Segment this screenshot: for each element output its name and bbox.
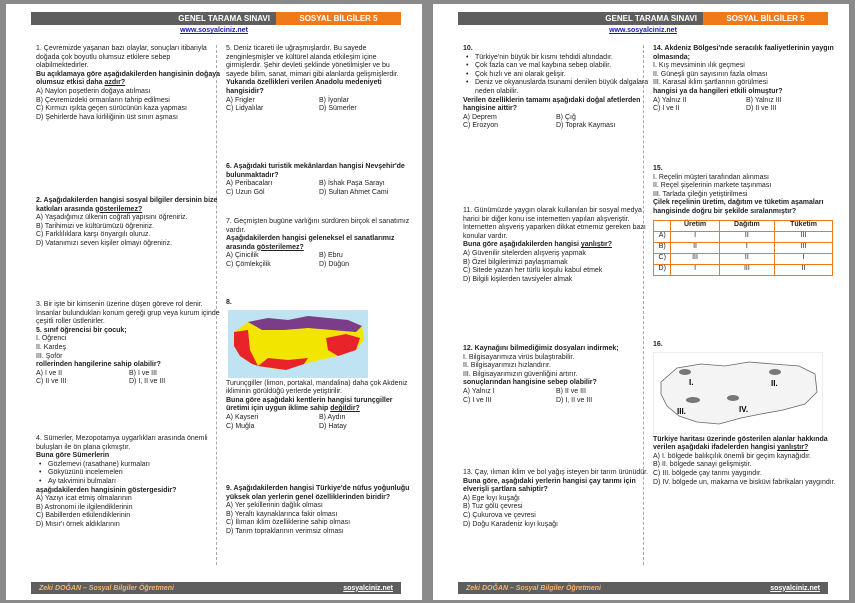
- question-11: 11. Günümüzde yaygın olarak kullanılan bir sosyal medya harici bir diğer konu ise internetten yapılan alışveriştir. İnternetten alışveriş yaparken dikkat etmemiz gereken bazı konular vardır. Buna göre aşağıdakilerden hangisi yanlıştır? A) Güvenilir sitelerden alışveriş yapmak B) Özel bilgilerimizi paylaşmamak C) Sitede yazan her türlü koşulu kabul etmek D) Bilgili kişilerden tavsiyeler almak: [463, 207, 649, 284]
- footer-site-link[interactable]: sosyalciniz.net: [343, 584, 393, 592]
- question-7: 7. Geçmişten bugüne varlığını sürdüren birçok el sanatımız vardır. Aşağıdakilerden hangisi geleneksel el sanatlarımız arasında gösterilemez? A) Çinicilik B) Ebru C) Çömlekçilik D) Düğün: [226, 218, 412, 270]
- option-a[interactable]: A) Yazıyı icat etmiş olmalarının: [36, 495, 132, 503]
- option-c[interactable]: C) III. bölgede çay tarımı yaygındır.: [653, 469, 762, 477]
- option-d[interactable]: D) Sümerler: [319, 105, 357, 113]
- exam-title: GENEL TARAMA SINAVI: [31, 12, 276, 25]
- option-c[interactable]: C) Çukurova ve çevresi: [463, 511, 536, 519]
- question-5: 5. Deniz ticareti ile uğraşmışlardır. Bu sayede zenginleşmişler ve kültürel alanda etkileşim içine girmişlerdir. Şehir devleti şeklinde yönetilmişler ve bu sayede bilim, sanat, mimari gibi alanlarda gelişmişlerdir. Yukarıda özellikleri verilen Anadolu medeniyeti hangisidir? A) Frigler B) İyonlar C) Lidyalılar D) Sümerler: [226, 45, 412, 114]
- subject-label: SOSYAL BİLGİLER 5: [703, 12, 828, 25]
- option-a[interactable]: A) Ege kıyı kuşağı: [463, 494, 520, 502]
- exam-title: GENEL TARAMA SINAVI: [458, 12, 703, 25]
- subject-label: SOSYAL BİLGİLER 5: [276, 12, 401, 25]
- page-header: [458, 12, 828, 25]
- option-b[interactable]: B) Aydın: [319, 413, 346, 421]
- option-d[interactable]: D) I, II ve III: [556, 396, 593, 404]
- region-iii-mark: [686, 397, 700, 403]
- option-c[interactable]: C) Muğla: [226, 422, 255, 430]
- page-footer: [458, 582, 828, 594]
- option-c[interactable]: C) I ve II: [653, 105, 680, 113]
- option-d[interactable]: D) Bilgili kişilerden tavsiyeler almak: [463, 275, 573, 283]
- option-c[interactable]: C) II ve III: [36, 378, 67, 386]
- option-b[interactable]: B) Tuz gölü çevresi: [463, 503, 523, 511]
- region-iv-mark: [727, 395, 739, 401]
- option-d[interactable]: D) I, II ve III: [129, 378, 166, 386]
- option-c[interactable]: C) İlıman iklim özelliklerine sahip olması: [226, 519, 351, 527]
- region-ii-mark: [769, 369, 781, 375]
- answer-table: Üretim Dağıtım Tüketim A) I II III B) II I III C) III II I D) I III II: [653, 220, 833, 276]
- option-a[interactable]: A) I. bölgede balıkçılık önemli bir geçim kaynağıdır.: [653, 452, 811, 460]
- option-b[interactable]: B) Tarihimizi ve kültürümüzü öğreniriz.: [36, 222, 155, 230]
- question-3: 3. Bir işte bir kimsenin üzerine düşen göreve rol denir. İnsanlar bulundukları konum gereği grup veya kurum içinde çeşitli roller üstlenirler. 5. sınıf öğrencisi bir çocuk; I. Öğrenci II. Kardeş III. Şoför rollerinden hangilerine sahip olabilir? A) I ve II B) I ve III C) II ve III D) I, II ve III: [36, 301, 222, 387]
- option-c[interactable]: C) Çömlekçilik: [226, 260, 271, 268]
- option-c[interactable]: C) Sitede yazan her türlü koşulu kabul etmek: [463, 267, 603, 275]
- turkey-outline-map: [653, 352, 823, 434]
- option-b[interactable]: B) I ve III: [129, 369, 158, 377]
- option-d[interactable]: D) Sultan Ahmet Cami: [319, 188, 389, 196]
- region-label-ii: II.: [771, 378, 778, 388]
- option-a[interactable]: A) Yaşadığımız ülkenin coğrafi yapısını öğreniriz.: [36, 214, 188, 222]
- table-row[interactable]: C) III II I: [654, 253, 833, 264]
- option-d[interactable]: D) Düğün: [319, 260, 349, 268]
- page-footer: [31, 582, 401, 594]
- option-a[interactable]: A) Yalnız I: [463, 387, 495, 395]
- option-b[interactable]: B) Çevremizdeki ormanların tahrip edilmesi: [36, 96, 170, 104]
- option-d[interactable]: D) Tarım topraklarının verimsiz olması: [226, 527, 344, 535]
- option-d[interactable]: D) Mısır'ı örnek aldıklarının: [36, 520, 120, 528]
- question-15: 15. I. Reçelin müşteri tarafından alınması II. Reçel şişelerinin markete taşınması III. Tarlada çileğin yetiştirilmesi Çilek reçelinin üretim, dağıtım ve tüketim aşamaları hangisinde doğru bir şekilde sıralanmıştır? Üretim Dağıtım Tüketim A) I II III B) II I III C) III II I D) I III II: [653, 165, 839, 276]
- option-d[interactable]: D) II ve III: [746, 105, 777, 113]
- option-b[interactable]: B) Astronomi ile ilgilendiklerinin: [36, 503, 133, 511]
- option-d[interactable]: D) IV. bölgede un, makarna ve bisküvi fabrikaları yaygındır.: [653, 478, 836, 486]
- question-10: 10. • Türkiye'nin büyük bir kısmı tehdidi altındadır. • Çok fazla can ve mal kaybına sebep olabilir. • Çok hızlı ve ani olarak gelişir. • Deniz ve okyanuslarda tsunami denilen büyük dalgalara neden olabilir. Verilen özelliklerin tamamı aşağıdaki doğal afetlerden hangisine aittir? A) Deprem B) Çığ C) Erozyon D) Toprak Kayması: [463, 45, 649, 131]
- option-d[interactable]: D) Doğu Karadeniz kıyı kuşağı: [463, 520, 558, 528]
- table-row[interactable]: A) I II III: [654, 231, 833, 242]
- option-c[interactable]: C) Lidyalılar: [226, 105, 264, 113]
- question-16: 16. I. II. III. IV. Türkiye haritası üzerinde gösterilen alanlar hakkında verilen aşağıdaki ifadelerden hangisi yanlıştır? A) I. bölgede balıkçılık önemli bir geçim kaynağıdır. B) II. bölgede sanayi gelişmiştir. C) III. bölgede çay tarımı yaygındır. D) IV. bölgede un, makarna ve bisküvi fabrikaları yaygındır.: [653, 341, 839, 487]
- turkey-climate-map: [228, 310, 368, 378]
- right-page: [433, 4, 849, 600]
- option-a[interactable]: A) Güvenilir sitelerden alışveriş yapmak: [463, 249, 586, 257]
- question-13: 13. Çay, ılıman iklim ve bol yağış isteyen bir tarım ürünüdür. Buna göre, aşağıdaki yerlerin hangisi çay tarımı için elverişli şartlara sahiptir? A) Ege kıyı kuşağı B) Tuz gölü çevresi C) Çukurova ve çevresi D) Doğu Karadeniz kıyı kuşağı: [463, 469, 649, 528]
- option-b[interactable]: B) İshak Paşa Sarayı: [319, 180, 385, 188]
- question-8: 8. Turunçgiller (limon, portakal, mandalina) daha çok Akdeniz ikliminin görüldüğü yerlerde yetiştirilir. Buna göre aşağıdaki kentlerin hangisi turunçgiller üretimi için uygun iklime sahip değildir? A) Kayseri B) Aydın C) Muğla D) Hatay: [226, 299, 412, 431]
- option-d[interactable]: D) Vatanımızı seven kişiler olmayı öğreniriz.: [36, 239, 173, 247]
- option-a[interactable]: A) Kayseri: [226, 413, 259, 421]
- question-6: 6. Aşağıdaki turistik mekânlardan hangisi Nevşehir'de bulunmaktadır? A) Peribacaları B) İshak Paşa Sarayı C) Uzun Göl D) Sultan Ahmet Cami: [226, 163, 412, 197]
- option-b[interactable]: B) II. bölgede sanayi gelişmiştir.: [653, 461, 752, 469]
- teacher-name: Zeki DOĞAN – Sosyal Bilgiler Öğretmeni: [466, 584, 601, 592]
- option-a[interactable]: A) Çinicilik: [226, 252, 259, 260]
- option-c[interactable]: C) Farklılıklara karşı önyargılı oluruz.: [36, 231, 151, 239]
- question-9: 9. Aşağıdakilerden hangisi Türkiye'de nüfus yoğunluğu yüksek olan yerlerin genel özelliklerinden biridir? A) Yer şekillerinin dağlık olması B) Yeraltı kaynaklarınca fakir olması C) İlıman iklim özelliklerine sahip olması D) Tarım topraklarının verimsiz olması: [226, 485, 412, 537]
- option-b[interactable]: B) II ve III: [556, 387, 586, 395]
- option-b[interactable]: B) Yalnız III: [746, 96, 782, 104]
- option-c[interactable]: C) I ve III: [463, 396, 492, 404]
- table-row[interactable]: B) II I III: [654, 242, 833, 253]
- option-a[interactable]: A) Frigler: [226, 96, 255, 104]
- website-link[interactable]: www.sosyalciniz.net: [180, 27, 248, 34]
- left-page: [6, 4, 422, 600]
- page-header: [31, 12, 401, 25]
- question-1: 1. Çevremizde yaşanan bazı olaylar, sonuçları itibariyla doğada çok boyutlu olumsuz etkilere sebep olabilmektedirler. Bu açıklamaya göre aşağıdakilerden hangisinin doğaya olumsuz etkisi daha azdır? A) Naylon poşetlerin doğaya atılması B) Çevremizdeki ormanların tahrip edilmesi C) Kırmızı ışıkta geçen sürücünün kaza yapması D) Şehirlerde hava kirliliğinin üst sınırı aşması: [36, 45, 221, 121]
- option-b[interactable]: B) Özel bilgilerimizi paylaşmamak: [463, 258, 568, 266]
- table-row[interactable]: D) I III II: [654, 264, 833, 275]
- footer-site-link[interactable]: sosyalciniz.net: [770, 584, 820, 592]
- question-12: 12. Kaynağını bilmediğimiz dosyaları indirmek; I. Bilgisayarımıza virüs bulaştırabilir. II. Bilgisayarımızı hızlandırır. III. Bilgisayarımızın güvenliğini artırır. sonuçlarından hangisine sebep olabilir? A) Yalnız I B) II ve III C) I ve III D) I, II ve III: [463, 345, 649, 405]
- option-b[interactable]: B) Çığ: [556, 113, 576, 121]
- option-a[interactable]: A) Yalnız II: [653, 96, 687, 104]
- option-d[interactable]: D) Şehirlerde hava kirliliğinin üst sınırı aşması: [36, 113, 178, 121]
- option-a[interactable]: A) Peribacaları: [226, 180, 273, 188]
- option-c[interactable]: C) Babillerden etkilendiklerinin: [36, 512, 131, 520]
- option-c[interactable]: C) Kırmızı ışıkta geçen sürücünün kaza yapması: [36, 105, 187, 113]
- option-a[interactable]: A) Deprem: [463, 113, 497, 121]
- option-c[interactable]: C) Erozyon: [463, 122, 499, 130]
- website-link[interactable]: www.sosyalciniz.net: [609, 27, 677, 34]
- region-i-mark: [679, 369, 691, 375]
- option-b[interactable]: B) İyonlar: [319, 96, 349, 104]
- region-label-i: I.: [689, 377, 694, 387]
- option-d[interactable]: D) Hatay: [319, 422, 347, 430]
- option-a[interactable]: A) Yer şekillerinin dağlık olması: [226, 502, 323, 510]
- teacher-name: Zeki DOĞAN – Sosyal Bilgiler Öğretmeni: [39, 584, 174, 592]
- option-b[interactable]: B) Ebru: [319, 252, 343, 260]
- question-2: 2. Aşağıdakilerden hangisi sosyal bilgiler dersinin bize katkıları arasında gösterilemez? A) Yaşadığımız ülkenin coğrafi yapısını öğreniriz. B) Tarihimizi ve kültürümüzü öğreniriz. C) Farklılıklara karşı önyargılı oluruz. D) Vatanımızı seven kişiler olmayı öğreniriz.: [36, 197, 222, 249]
- question-14: 14. Akdeniz Bölgesi'nde seracılık faaliyetlerinin yaygın olmasında; I. Kış mevsiminin ılık geçmesi II. Güneşli gün sayısının fazla olması III. Karasal iklim şartlarının görülmesi hangisi ya da hangileri etkili olmuştur? A) Yalnız II B) Yalnız III C) I ve II D) II ve III: [653, 45, 839, 114]
- question-4: 4. Sümerler, Mezopotamya uygarlıkları arasında önemli buluşları ile ön plana çıkmıştır. Buna göre Sümerlerin • Gözlemevi (rasathane) kurmaları • Gökyüzünü incelemeleri • Ay takvimini bulmaları aşağıdakilerden hangisinin göstergesidir? A) Yazıyı icat etmiş olmalarının B) Astronomi ile ilgilendiklerinin C) Babillerden etkilendiklerinin D) Mısır'ı örnek aldıklarının: [36, 435, 222, 530]
- option-d[interactable]: D) Toprak Kayması: [556, 122, 616, 130]
- region-label-iii: III.: [677, 406, 686, 416]
- option-a[interactable]: A) Naylon poşetlerin doğaya atılması: [36, 87, 151, 95]
- region-label-iv: IV.: [739, 404, 749, 414]
- option-a[interactable]: A) I ve II: [36, 369, 63, 377]
- option-c[interactable]: C) Uzun Göl: [226, 188, 265, 196]
- option-b[interactable]: B) Yeraltı kaynaklarınca fakir olması: [226, 510, 338, 518]
